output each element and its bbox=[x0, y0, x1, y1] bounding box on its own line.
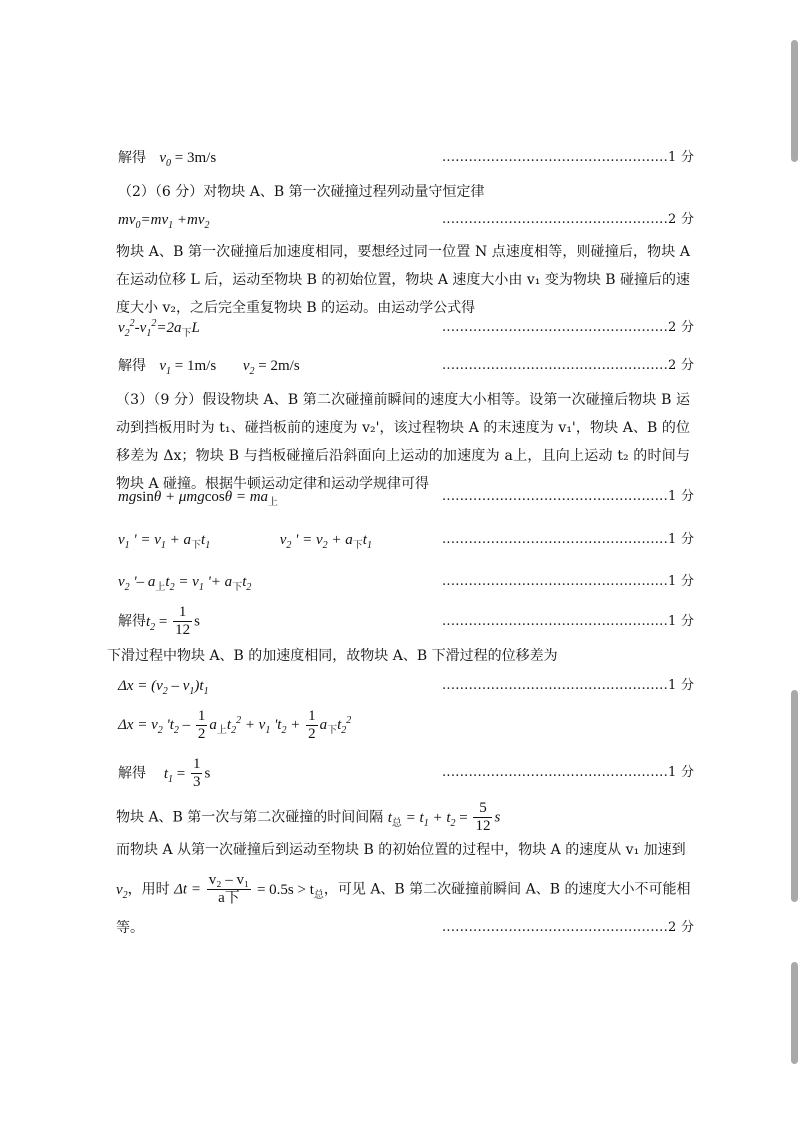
score-7: ...................................................1 分 bbox=[442, 574, 695, 589]
newton-equation: $mgsin\theta + \mu mgcos\theta = ma_上$ bbox=[118, 489, 279, 508]
acceleration-process-line: 而物块 A 从第一次碰撞后到运动至物块 B 的初始位置的过程中，物块 A 的速度从 v₁ 加速到 bbox=[116, 842, 686, 858]
score-10: ...................................................1 分 bbox=[442, 765, 695, 780]
collision-velocity-equation: $v_2$ '– $a_上t_2 = v_1$ '+ $a_下t_2$ bbox=[118, 574, 252, 593]
solve-v1-v2-line: 解得 $v_1 = 1m/s$ $v_2 = 2m/s$ bbox=[118, 358, 300, 377]
solve-t1-line: 解得 $t_1$ = $\frac{1}{3}$ s bbox=[118, 756, 211, 790]
score-5: ...................................................1 分 bbox=[442, 489, 695, 504]
score-8: ...................................................1 分 bbox=[442, 614, 695, 629]
score-2: ...................................................2 分 bbox=[442, 212, 695, 227]
score-3: ...................................................2 分 bbox=[442, 320, 695, 335]
scrollbar-thumb-bottom[interactable] bbox=[791, 962, 798, 1064]
solve-t2-line: 解得$t_2$ = $\frac{1}{12}$ s bbox=[118, 604, 200, 638]
score-1: ...................................................1 分 bbox=[442, 150, 695, 165]
score-9: ...................................................1 分 bbox=[442, 678, 695, 693]
displacement-intro: 下滑过程中物块 A、B 的加速度相同，故物块 A、B 下滑过程的位移差为 bbox=[107, 648, 558, 664]
score-11: ...................................................2 分 bbox=[442, 920, 695, 935]
explanation-paragraph-2: （3）（9 分）假设物块 A、B 第二次碰撞前瞬间的速度大小相等。设第一次碰撞后物块 B 运动到挡板用时为 t₁、碰挡板前的速度为 v₂'，该过程物块 A 的末速度为 v₁'，物块 A、B 的位移差为 Δx；物块 B 与挡板碰撞后沿斜面向上运动的加速度为 a上，且向上运动 t₂ 的时间与物块 A 碰撞。根据牛顿运动定律和运动学规律可得 bbox=[116, 392, 690, 492]
displacement-equation-1: $\Delta x = (v_2 - v_1)t_1$ bbox=[118, 678, 209, 697]
score-4: ...................................................2 分 bbox=[442, 358, 695, 373]
conclusion-line: $v_2$，用时 Δt = $\frac{\text{v₂ – v₁}}{\text{a下}}$ = $0.5s > t_总$，可见 A、B 第二次碰撞前瞬间 A、B 的速度大小不可能相 bbox=[116, 872, 691, 906]
score-6: ...................................................1 分 bbox=[442, 532, 695, 547]
scrollbar-thumb-middle[interactable] bbox=[791, 690, 798, 902]
solve-v0-line: 解得 $v_0 = 3m/s$ bbox=[118, 150, 217, 169]
velocity-equations: $v_1$ ' = $v_1 + a_下t_1$ $v_2$ ' = $v_2 + a_下t_1$ bbox=[118, 532, 372, 551]
scrollbar-thumb-top[interactable] bbox=[791, 40, 798, 162]
displacement-equation-2: $\Delta x = v_2$ '$t_2$ – $\frac{1}{2}$ $a_上t_2^2 + v_1$ '$t_2$ + $\frac{1}{2}$ $a_下t_2^2$ bbox=[118, 708, 352, 742]
momentum-equation: $mv_0=mv_1 +mv_2$ bbox=[118, 212, 210, 231]
time-interval-line: 物块 A、B 第一次与第二次碰撞的时间间隔 $t_总 = t_1 + t_2$ = $\frac{5}{12}$ s bbox=[116, 800, 501, 834]
kinematics-equation: $v_2^2-v_1^2=2a_下L$ bbox=[118, 318, 200, 339]
explanation-paragraph-1: 物块 A、B 第一次碰撞后加速度相同，要想经过同一位置 N 点速度相等，则碰撞后，物块 A 在运动位移 L 后，运动至物块 B 的初始位置，物块 A 速度大小由 v₁ 变为物块 B 碰撞后的速度大小 v₂，之后完全重复物块 B 的运动。由运动学公式得 bbox=[116, 244, 691, 316]
conclusion-end: 等。 bbox=[116, 920, 144, 936]
part2-heading: （2）（6 分）对物块 A、B 第一次碰撞过程列动量守恒定律 bbox=[118, 184, 485, 200]
